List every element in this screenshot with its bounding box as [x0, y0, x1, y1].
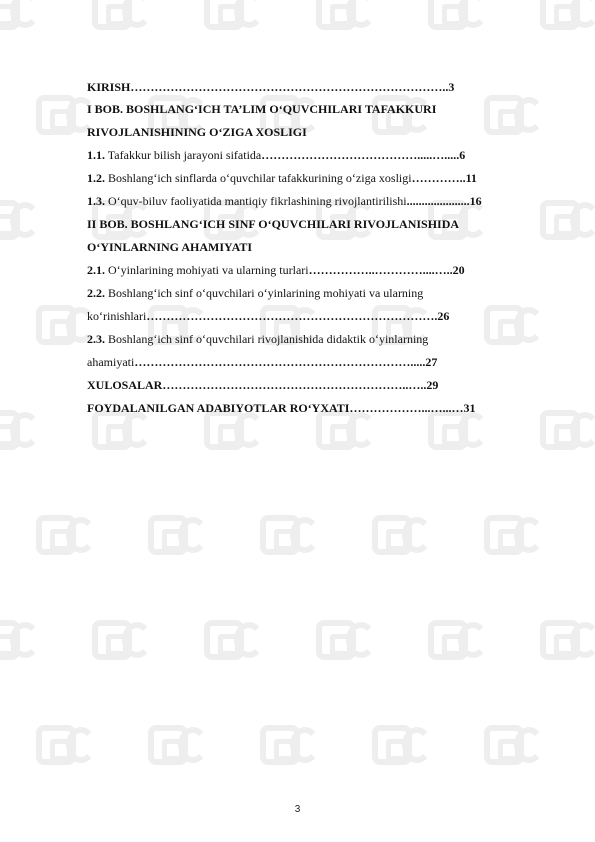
page-ref: 3	[448, 80, 455, 94]
section-title: O‘yinlarining mohiyati va ularning turlari	[108, 263, 309, 277]
page-ref: 11	[465, 171, 477, 185]
chapter-2-heading-line-2: O‘YINLARNING AHAMIYATI	[87, 240, 253, 254]
watermark-logo	[260, 725, 318, 767]
watermark-logo	[0, 620, 38, 662]
section-title: Boshlang‘ich sinflarda o‘quvchilar tafakkurining o‘ziga xosligi	[108, 171, 412, 185]
watermark-logo	[92, 620, 150, 662]
watermark-logo	[36, 305, 94, 347]
page-ref: 6	[459, 148, 466, 162]
toc-entry-1-1	[87, 148, 465, 163]
section-title: Tafakkur bilish jarayoni sifatida	[107, 148, 262, 162]
watermark-logo	[316, 620, 374, 662]
watermark-logo	[204, 620, 262, 662]
toc-entry-references	[87, 401, 475, 416]
toc-entry-1-3	[87, 194, 482, 209]
watermark-logo	[36, 725, 94, 767]
toc-title: XULOSALAR	[87, 378, 163, 392]
dot-leader: ……………..…………....…..	[308, 263, 453, 277]
toc-entry-conclusions	[87, 378, 438, 393]
watermark-logo	[428, 620, 486, 662]
watermark-logo	[540, 0, 595, 32]
chapter-1-heading-line-2: RIVOJLANISHINING O‘ZIGA XOSLIGI	[87, 125, 307, 139]
page-ref: 31	[463, 401, 476, 415]
section-title-continued: ko‘rinishlari	[87, 309, 147, 323]
section-title: Boshlang‘ich sinf o‘quvchilari o‘yinlarining mohiyati va ularning	[108, 286, 424, 300]
chapter-1-heading-line-1: I BOB. BOSHLANG‘ICH TA’LIM O‘QUVCHILARI TAFAKKURI	[87, 102, 437, 116]
watermark-logo	[148, 725, 206, 767]
watermark-logo	[204, 0, 262, 32]
watermark-logo	[316, 410, 374, 452]
dot-leader: …………………………………………………………….....	[134, 355, 426, 369]
dot-leader: ……………………………………………………………….	[146, 309, 438, 323]
page-number: 3	[294, 804, 301, 815]
dot-leader: ………………………………….....….....	[261, 148, 460, 162]
toc-title: KIRISH	[87, 80, 131, 94]
watermark-logo	[484, 515, 542, 557]
watermark-logo	[428, 0, 486, 32]
watermark-logo	[0, 410, 38, 452]
watermark-logo	[428, 410, 486, 452]
watermark-logo	[0, 0, 38, 32]
section-title-continued: ahamiyati	[87, 355, 135, 369]
dot-leader: .....................	[406, 194, 470, 208]
section-title: O‘quv-biluv faoliyatida mantiqiy fikrlashining rivojlantirilishi	[108, 194, 407, 208]
page-ref: 16	[469, 194, 482, 208]
dot-leader: ………………...…...…	[349, 401, 464, 415]
watermark-logo	[260, 515, 318, 557]
watermark-logo	[92, 410, 150, 452]
section-number: 2.3.	[87, 332, 105, 346]
page-ref: 26	[437, 309, 450, 323]
toc-entry-2-3	[87, 332, 428, 347]
section-number: 1.1.	[87, 148, 105, 162]
page-ref: 29	[426, 378, 439, 392]
dot-leader: ……………………………………………………..…..	[162, 378, 427, 392]
chapter-2-heading-line-1: II BOB. BOSHLANG‘ICH SINF O‘QUVCHILARI RIVOJLANISHIDA	[87, 217, 460, 231]
section-number: 1.2.	[87, 171, 105, 185]
dot-leader: ……………………………………………………………………..	[130, 80, 449, 94]
watermark-logo	[0, 200, 38, 242]
toc-entry-2-2-continued	[87, 309, 449, 324]
watermark-logo	[484, 95, 542, 137]
watermark-logo	[36, 515, 94, 557]
toc-entry-1-2	[87, 171, 477, 186]
watermark-logo	[540, 200, 595, 242]
watermark-logo	[372, 725, 430, 767]
toc-entry-2-2	[87, 286, 423, 301]
watermark-logo	[204, 410, 262, 452]
watermark-logo	[316, 0, 374, 32]
watermark-logo	[484, 305, 542, 347]
watermark-logo	[92, 0, 150, 32]
toc-entry-2-1	[87, 263, 465, 278]
toc-entry-2-3-continued	[87, 355, 437, 370]
toc-entry-intro	[87, 80, 454, 95]
toc-title: FOYDALANILGAN ADABIYOTLAR RO‘YXATI	[87, 401, 350, 415]
watermark-logo	[484, 725, 542, 767]
dot-leader: …………..	[411, 171, 466, 185]
watermark-logo	[148, 515, 206, 557]
section-number: 1.3.	[87, 194, 105, 208]
watermark-logo	[36, 95, 94, 137]
section-title: Boshlang‘ich sinf o‘quvchilari rivojlanishida didaktik o‘yinlarning	[108, 332, 429, 346]
watermark-logo	[372, 515, 430, 557]
section-number: 2.1.	[87, 263, 105, 277]
page-ref: 27	[425, 355, 438, 369]
watermark-logo	[540, 620, 595, 662]
watermark-logo	[540, 410, 595, 452]
page-ref: 20	[452, 263, 465, 277]
section-number: 2.2.	[87, 286, 105, 300]
